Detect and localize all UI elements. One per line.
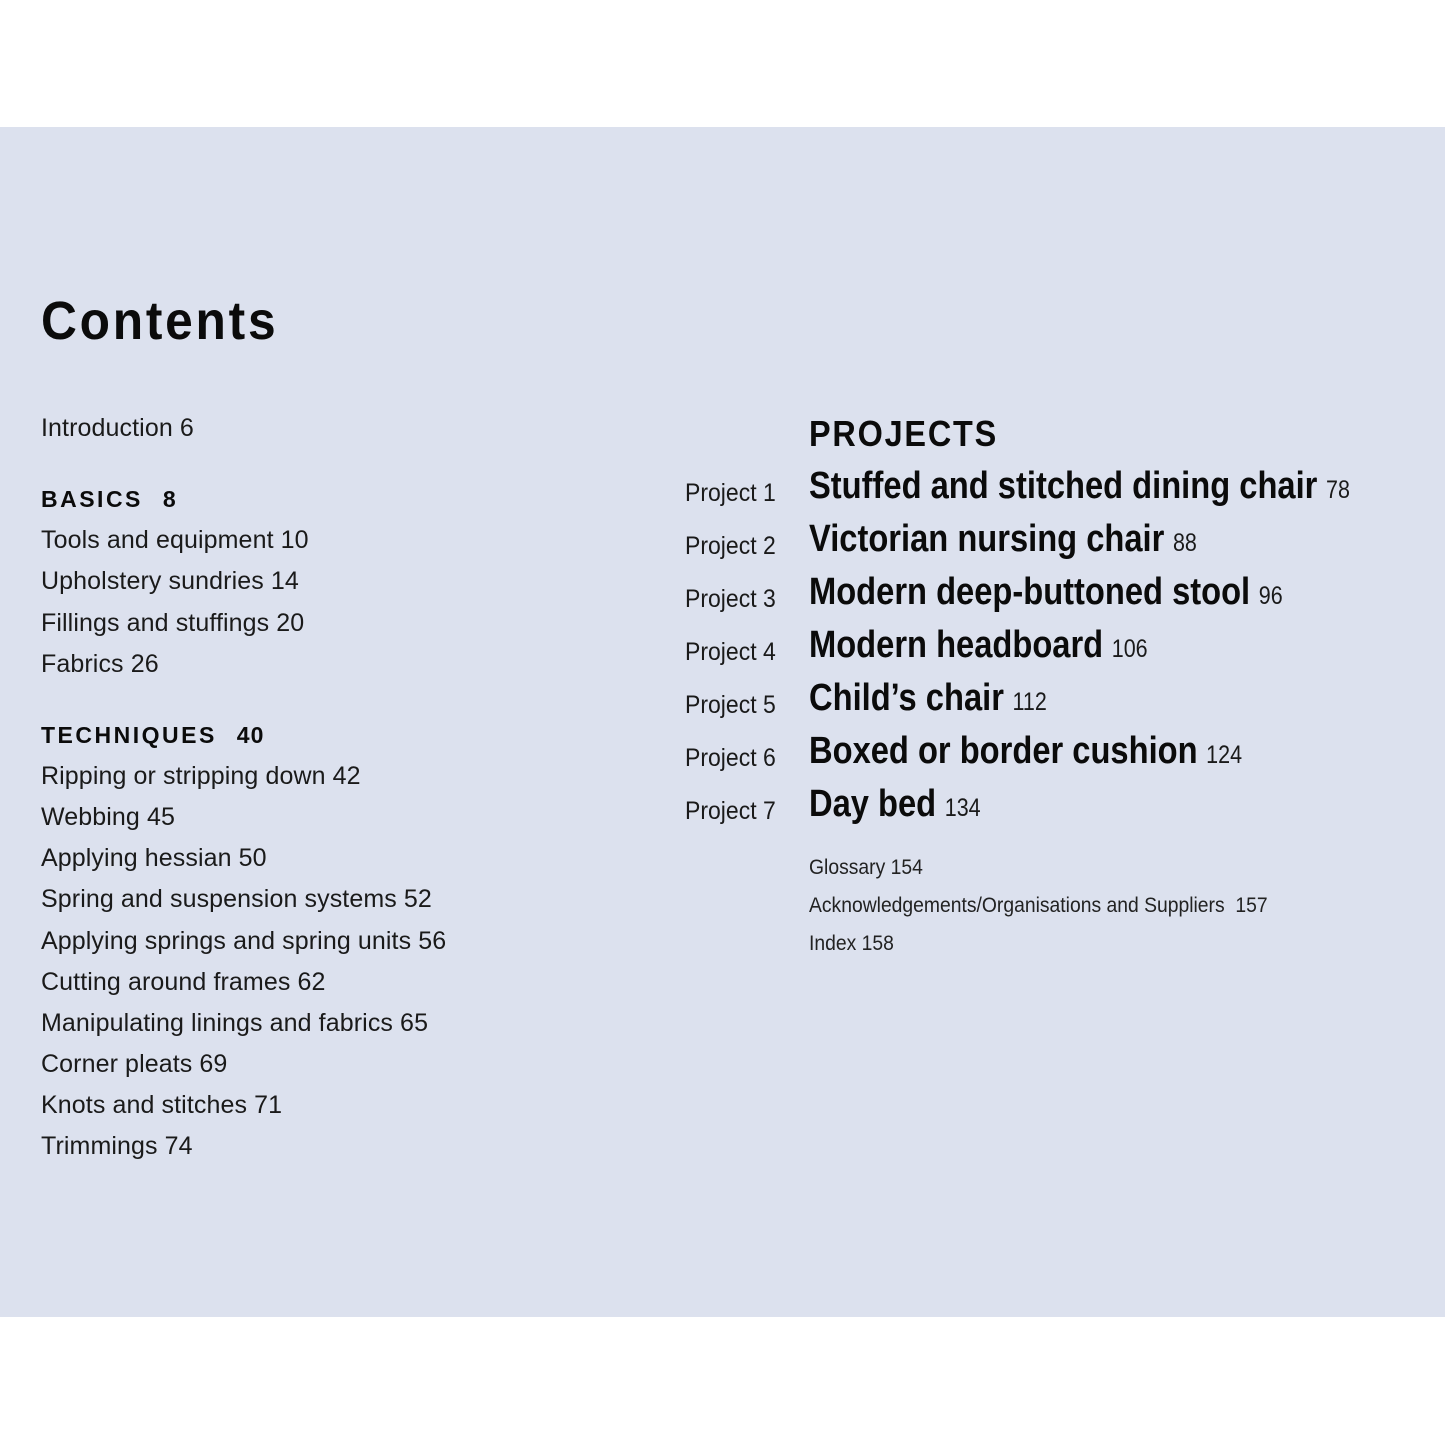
section-label: TECHNIQUES	[41, 722, 217, 748]
project-title: Day bed	[809, 783, 937, 825]
toc-entry[interactable]: Manipulating linings and fabrics 65	[41, 1009, 429, 1037]
project-page: 88	[1172, 529, 1197, 557]
section-page: 40	[236, 722, 265, 748]
back-matter-glossary[interactable]: Glossary 154	[809, 856, 923, 879]
toc-entry[interactable]: Knots and stitches 71	[41, 1091, 283, 1119]
project-title-group	[809, 677, 1047, 720]
project-page: 106	[1111, 635, 1148, 663]
project-title-group	[809, 783, 981, 826]
project-page: 78	[1325, 476, 1350, 504]
project-number: Project 3	[685, 585, 776, 613]
project-title: Boxed or border cushion	[809, 730, 1198, 772]
back-matter-acknowledgements[interactable]: Acknowledgements/Organisations and Suppliers 157	[809, 894, 1268, 917]
toc-entry[interactable]: Webbing 45	[41, 803, 175, 831]
project-number: Project 2	[685, 532, 776, 560]
toc-entry[interactable]: Ripping or stripping down 42	[41, 762, 361, 790]
project-page: 96	[1258, 582, 1283, 610]
toc-entry[interactable]: Corner pleats 69	[41, 1050, 228, 1078]
toc-entry[interactable]: Cutting around frames 62	[41, 968, 326, 996]
project-number: Project 5	[685, 691, 776, 719]
project-number: Project 1	[685, 479, 776, 507]
section-label: BASICS	[41, 486, 143, 512]
toc-entry[interactable]: Fabrics 26	[41, 650, 159, 678]
project-title-group	[809, 624, 1148, 667]
project-title: Victorian nursing chair	[809, 518, 1165, 560]
project-title: Stuffed and stitched dining chair	[809, 465, 1318, 507]
toc-entry-introduction[interactable]: Introduction 6	[41, 414, 194, 442]
project-title: Child’s chair	[809, 677, 1004, 719]
toc-entry[interactable]: Trimmings 74	[41, 1132, 193, 1160]
section-heading-basics[interactable]	[41, 486, 177, 513]
toc-entry[interactable]: Spring and suspension systems 52	[41, 885, 432, 913]
project-title: Modern headboard	[809, 624, 1104, 666]
toc-entry[interactable]: Fillings and stuffings 20	[41, 609, 305, 637]
project-title-group	[809, 571, 1283, 614]
project-title-group	[809, 730, 1242, 773]
toc-entry[interactable]: Tools and equipment 10	[41, 526, 309, 554]
section-heading-techniques[interactable]	[41, 722, 264, 749]
project-page: 112	[1012, 688, 1047, 716]
project-title: Modern deep-buttoned stool	[809, 571, 1251, 613]
project-number: Project 4	[685, 638, 776, 666]
project-page: 124	[1206, 741, 1243, 769]
section-page: 8	[162, 486, 177, 512]
toc-entry[interactable]: Upholstery sundries 14	[41, 567, 299, 595]
projects-heading: PROJECTS	[809, 413, 999, 454]
back-matter-index[interactable]: Index 158	[809, 932, 894, 955]
project-number: Project 6	[685, 744, 776, 772]
project-title-group	[809, 518, 1197, 561]
toc-entry[interactable]: Applying hessian 50	[41, 844, 267, 872]
project-number: Project 7	[685, 797, 776, 825]
toc-entry[interactable]: Applying springs and spring units 56	[41, 927, 447, 955]
page-title: Contents	[41, 291, 279, 351]
project-title-group	[809, 465, 1350, 508]
project-page: 134	[944, 794, 981, 822]
